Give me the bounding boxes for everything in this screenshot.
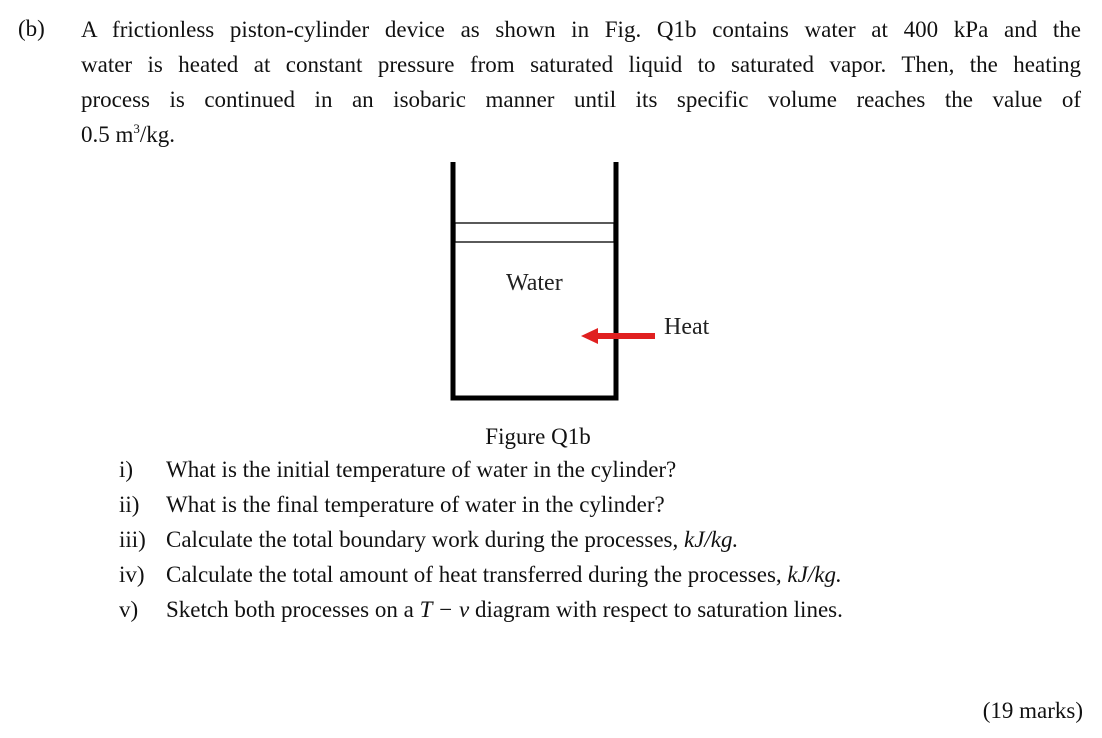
question-text: Calculate the total boundary work during the processes,: [166, 527, 684, 552]
intro-line-2: water is heated at constant pressure from saturated liquid to saturated vapor. Then, the heating: [81, 52, 1081, 77]
question-unit: kJ/kg.: [787, 562, 842, 587]
question-item: [119, 596, 843, 631]
question-item: [119, 491, 843, 526]
intro-line-1: A frictionless piston-cylinder device as shown in Fig. Q1b contains water at 400 kPa and the: [81, 17, 1081, 42]
piston-cylinder-diagram: [440, 160, 740, 405]
piston: [455, 223, 614, 242]
question-number: i): [119, 457, 134, 482]
volume-unit: /kg.: [139, 122, 176, 147]
question-number: iii): [119, 527, 146, 552]
diagram-type: T − v: [419, 597, 470, 622]
question-text: Calculate the total amount of heat transferred during the processes,: [166, 562, 788, 587]
figure-caption: Figure Q1b: [485, 424, 591, 449]
volume-value: 0.5 m: [81, 122, 134, 147]
question-text: What is the initial temperature of water in the cylinder?: [166, 457, 677, 482]
question-text: Sketch both processes on a: [166, 597, 420, 622]
question-number: iv): [119, 562, 145, 587]
piston-cylinder-figure: [440, 160, 740, 405]
marks-total: (19 marks): [982, 698, 1083, 723]
question-item: [119, 561, 843, 596]
question-item: [119, 526, 843, 561]
question-unit: kJ/kg.: [684, 527, 739, 552]
part-label: (b): [18, 16, 45, 41]
intro-line-4: [81, 121, 175, 149]
heat-label: Heat: [664, 314, 710, 340]
question-list: [119, 456, 843, 631]
question-number: v): [119, 597, 139, 622]
volume-exponent: 3: [133, 121, 140, 136]
question-text: What is the final temperature of water in the cylinder?: [166, 492, 665, 517]
water-label: Water: [506, 270, 563, 296]
intro-line-3: process is continued in an isobaric manner until its specific volume reaches the value of: [81, 87, 1081, 112]
question-item: [119, 456, 843, 491]
question-text-tail: diagram with respect to saturation lines.: [469, 597, 843, 622]
question-number: ii): [119, 492, 140, 517]
